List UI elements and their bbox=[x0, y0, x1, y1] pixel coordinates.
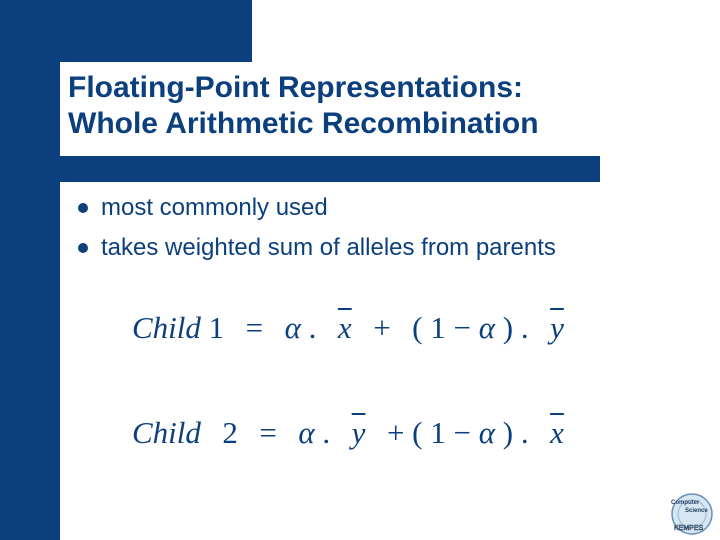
logo-line-1: Computer bbox=[671, 500, 700, 506]
bullet-icon bbox=[78, 203, 88, 213]
top-accent-block bbox=[0, 0, 252, 62]
eq-mean-variable: $\overline{y}$ bbox=[351, 415, 366, 450]
title-underline-bar bbox=[18, 156, 600, 182]
eq-child-index: 2 bbox=[222, 415, 238, 450]
eq-equals: = bbox=[245, 310, 264, 345]
eq-dot: . bbox=[322, 415, 331, 450]
eq-dot: . bbox=[520, 310, 529, 345]
computer-science-logo bbox=[668, 492, 716, 536]
slide-title-line-1: Floating-Point Representations: bbox=[68, 71, 524, 104]
eq-plus: + bbox=[373, 310, 391, 345]
eq-one: 1 bbox=[430, 415, 446, 450]
logo-line-2: Science bbox=[685, 508, 708, 514]
equation-child-2 bbox=[132, 411, 564, 455]
bullet-text: most commonly used bbox=[101, 194, 328, 221]
eq-alpha: α bbox=[284, 310, 301, 345]
bullet-text: takes weighted sum of alleles from parents bbox=[101, 234, 556, 261]
eq-alpha: α bbox=[298, 415, 315, 450]
eq-alpha: α bbox=[478, 310, 496, 345]
eq-minus: − bbox=[453, 310, 471, 345]
slide-title-line-2: Whole Arithmetic Recombination bbox=[68, 107, 539, 140]
eq-dot: . bbox=[520, 415, 529, 450]
eq-alpha: α bbox=[478, 415, 496, 450]
eq-equals: = bbox=[259, 415, 277, 450]
eq-close-paren: ) bbox=[502, 415, 514, 450]
left-accent-bar bbox=[0, 0, 60, 540]
logo-line-3: KEMPES bbox=[674, 525, 704, 532]
eq-mean-variable: $\overline{y}$ bbox=[550, 310, 564, 345]
eq-child-index: 1 bbox=[208, 310, 225, 345]
eq-open-paren: ( bbox=[412, 415, 423, 450]
eq-child-name: Child bbox=[132, 415, 201, 450]
eq-close-paren: ) bbox=[502, 310, 514, 345]
eq-mean-variable: $\overline{x}$ bbox=[337, 310, 352, 345]
eq-open-paren: ( bbox=[412, 310, 423, 345]
eq-one: 1 bbox=[430, 310, 446, 345]
bullet-icon bbox=[78, 243, 88, 253]
equation-child-1 bbox=[132, 306, 564, 350]
eq-dot: . bbox=[308, 310, 317, 345]
eq-child-name: Child bbox=[132, 310, 201, 345]
slide-title bbox=[68, 70, 539, 142]
eq-mean-variable: $\overline{x}$ bbox=[550, 415, 564, 450]
eq-minus: − bbox=[453, 415, 471, 450]
eq-plus: + bbox=[386, 415, 405, 450]
